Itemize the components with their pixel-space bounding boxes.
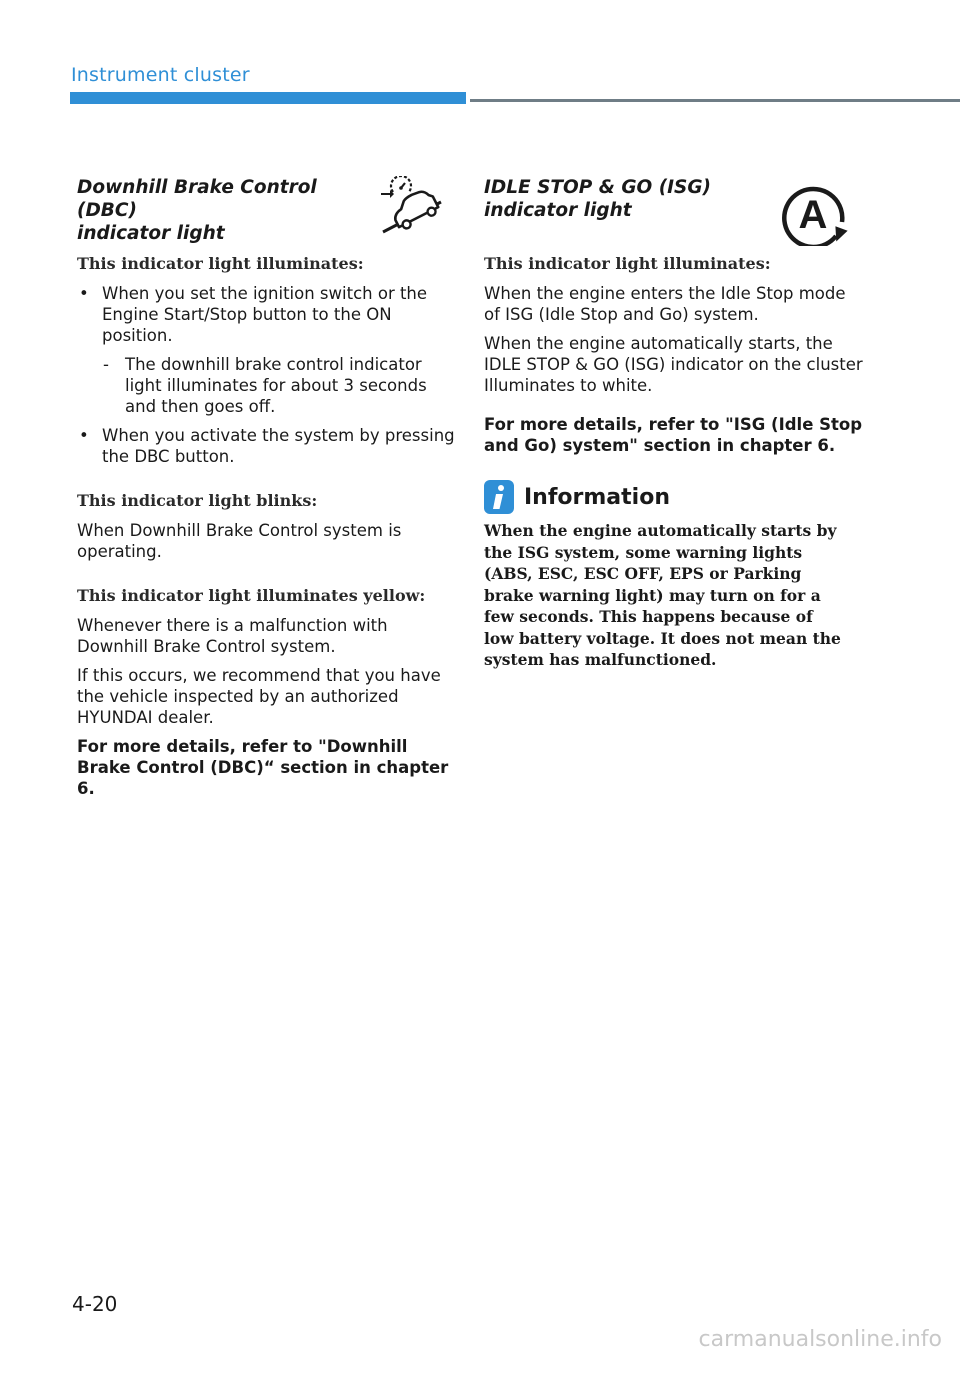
dbc-reference-text: For more details, refer to "Downhill Brake Control (DBC)“ section in chapter 6. bbox=[77, 737, 449, 798]
dbc-illuminates-heading: This indicator light illuminates: bbox=[77, 254, 364, 273]
dbc-bullet-ignition-text: When you set the ignition switch or the Engine Start/Stop button to the ON position. bbox=[102, 284, 428, 345]
dbc-recommend-text: If this occurs, we recommend that you have the vehicle inspected by an authorized HYUNDAI dealer. bbox=[77, 666, 441, 727]
dbc-blinks-heading: This indicator light blinks: bbox=[77, 491, 318, 510]
isg-section-header bbox=[484, 176, 864, 254]
svg-text:A: A bbox=[798, 193, 828, 237]
watermark-text: carmanualsonline.info bbox=[698, 1327, 942, 1352]
information-title: Information bbox=[524, 484, 670, 510]
dash-marker: - bbox=[103, 355, 109, 374]
dbc-bullet-activate bbox=[77, 425, 455, 467]
dbc-section-title: Downhill Brake Control (DBC) indicator light bbox=[77, 177, 317, 244]
dbc-bullet-activate-text: When you activate the system by pressing the DBC button. bbox=[102, 426, 455, 466]
header-rule bbox=[470, 99, 960, 102]
dbc-bullet-ignition bbox=[77, 283, 455, 346]
isg-idle-stop-text: When the engine enters the Idle Stop mode of ISG (Idle Stop and Go) system. bbox=[484, 284, 846, 324]
isg-illuminates-heading: This indicator light illuminates: bbox=[484, 254, 771, 273]
downhill-brake-control-icon bbox=[379, 176, 445, 238]
isg-reference-text: For more details, refer to "ISG (Idle Stop and Go) system" section in chapter 6. bbox=[484, 415, 863, 455]
dbc-section-header bbox=[77, 176, 455, 254]
dbc-blinks-text: When Downhill Brake Control system is operating. bbox=[77, 521, 402, 561]
dbc-malfunction-text: Whenever there is a malfunction with Downhill Brake Control system. bbox=[77, 616, 388, 656]
page-number: 4-20 bbox=[72, 1292, 118, 1316]
isg-auto-stop-icon bbox=[778, 182, 852, 250]
bullet-marker: • bbox=[79, 426, 89, 445]
dbc-yellow-heading: This indicator light illuminates yellow: bbox=[77, 586, 426, 605]
left-column bbox=[77, 176, 455, 807]
bullet-marker: • bbox=[79, 284, 89, 303]
information-icon bbox=[484, 480, 514, 514]
section-header-title: Instrument cluster bbox=[71, 64, 250, 86]
information-body: When the engine automatically starts by the ISG system, some warning lights (ABS, ESC, ESC OFF, EPS or Parking brake warning light) may turn on for a few seconds. This happens because of low battery voltage. It does not mean the system has malfunctioned. bbox=[484, 521, 841, 669]
isg-auto-start-text: When the engine automatically starts, the IDLE STOP & GO (ISG) indicator on the cluster Illuminates to white. bbox=[484, 334, 863, 395]
right-column bbox=[484, 176, 864, 671]
header-accent-bar bbox=[70, 92, 466, 104]
isg-section-title: IDLE STOP & GO (ISG) indicator light bbox=[484, 177, 712, 221]
dbc-dash-item bbox=[77, 354, 455, 417]
information-header bbox=[484, 480, 864, 514]
dbc-dash-item-text: The downhill brake control indicator light illuminates for about 3 seconds and then goes off. bbox=[125, 355, 427, 416]
